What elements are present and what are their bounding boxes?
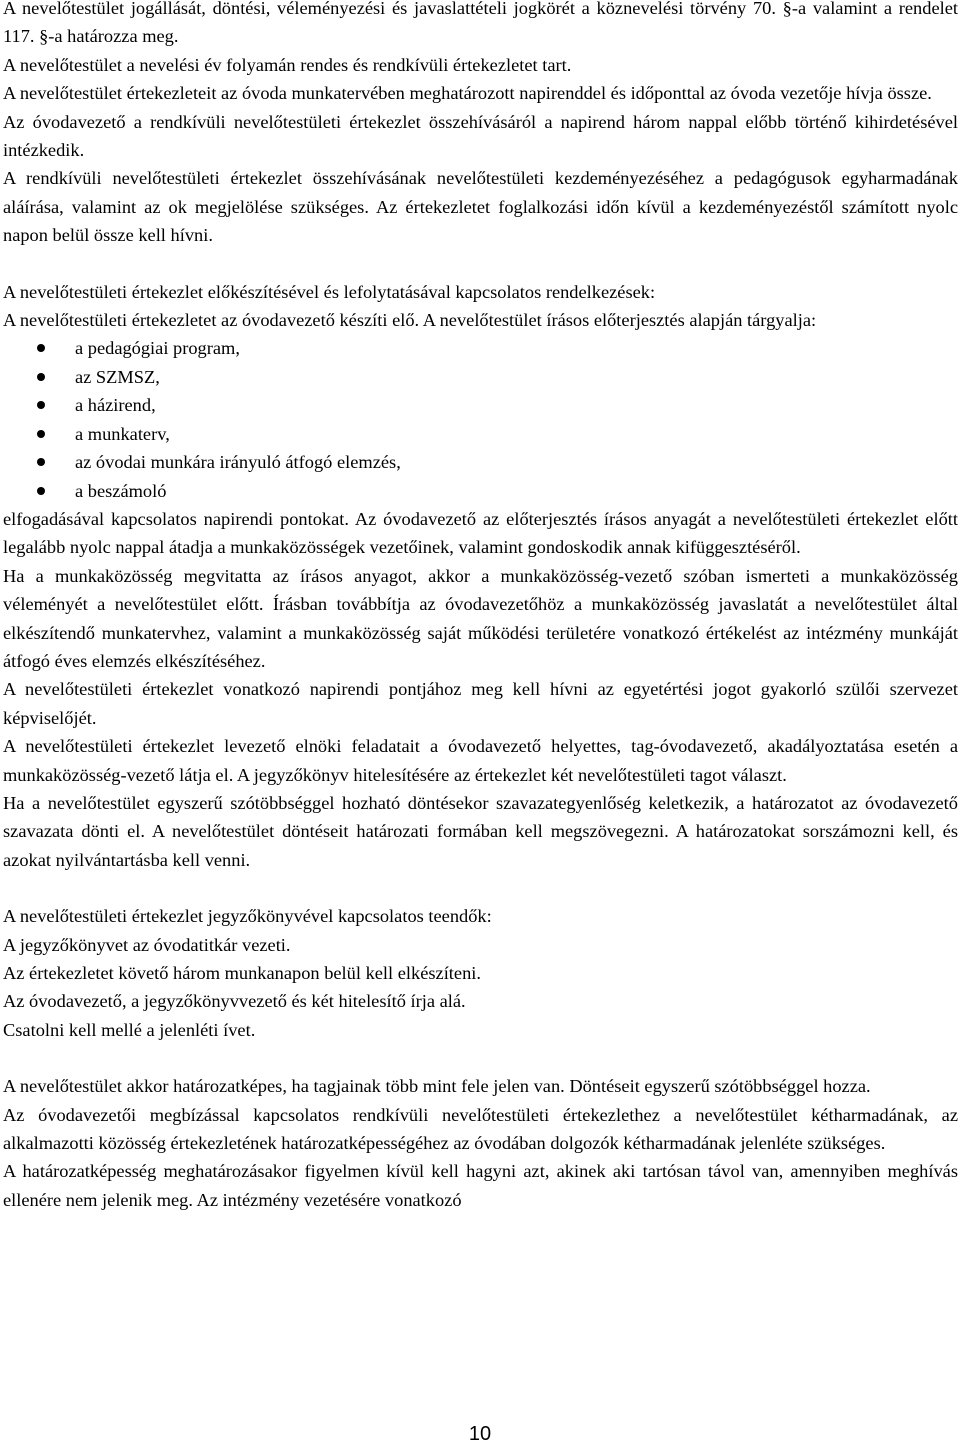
minutes-line: A jegyzőkönyvet az óvodatitkár vezeti. xyxy=(3,934,291,955)
paragraph-director-appointment: Az óvodavezetői megbízással kapcsolatos rendkívüli nevelőtestületi értekezlethez a nevelőtestület kétharmadának, az alkalmazotti közösség értekezletének határozatképességéhez az óvodában dolgozók kétharmadának jelenléte szükséges. xyxy=(3,1104,958,1154)
list-item: a házirend, xyxy=(3,391,958,419)
bullet-icon xyxy=(37,458,45,466)
paragraph-quorum: A nevelőtestület akkor határozatképes, ha tagjainak több mint fele jelen van. Döntéseit egyszerű szótöbbséggel hozza. xyxy=(3,1076,871,1097)
bullet-icon xyxy=(37,401,45,409)
paragraph-parent-representative: A nevelőtestületi értekezlet vonatkozó napirendi pontjához meg kell hívni az egyetértési jogot gyakorló szülői szervezet képviselőjét. xyxy=(3,679,958,728)
paragraph-meeting-types: A nevelőtestület a nevelési év folyamán rendes és rendkívüli értekezletet tart. xyxy=(3,54,572,75)
section-heading-minutes: A nevelőtestületi értekezlet jegyzőkönyvével kapcsolatos teendők: xyxy=(3,906,492,927)
list-item: a munkaterv, xyxy=(3,420,958,448)
paragraph-legal-basis: A nevelőtestület jogállását, döntési, véleményezési és javaslattételi jogkörét a köznevelési törvény 70. §-a valamint a rendelet 117. §-a határozza meg. xyxy=(3,0,958,47)
paragraph-quorum-exclusion: A határozatképesség meghatározásakor figyelmen kívül kell hagyni azt, akinek aki tartósan távol van, amennyiben meghívás ellenére nem jelenik meg. Az intézmény vezetésére vonatkozó xyxy=(3,1161,958,1210)
bullet-icon xyxy=(37,373,45,381)
minutes-line: Az értekezletet követő három munkanapon belül kell elkészíteni. xyxy=(3,963,481,983)
paragraph-meeting-convening: A nevelőtestület értekezleteit az óvoda munkatervében meghatározott napirenddel és időponttal az óvoda vezetője hívja össze. xyxy=(3,83,932,104)
list-item: az SZMSZ, xyxy=(3,363,958,391)
paragraph-chair-duties: A nevelőtestületi értekezlet levezető elnöki feladatait a óvodavezető helyettes, tag-óvodavezető, akadályoztatása esetén a munkaközösség-vezető látja el. A jegyzőkönyv hitelesítésére az értekezlet két nevelőtestületi tagot választ. xyxy=(3,736,958,785)
document-body xyxy=(3,0,958,1214)
paragraph-voting-tie: Ha a nevelőtestület egyszerű szótöbbséggel hozható döntésekor szavazategyenlőség keletkezik, a határozatot az óvodavezető szavazata dönti el. A nevelőtestület döntéseit határozati formában kell megszövegezni. A határozatokat sorszámozni kell, és azokat nyilvántartásba kell venni. xyxy=(3,792,958,870)
section-heading-preparation: A nevelőtestületi értekezlet előkészítésével és lefolytatásával kapcsolatos rendelkezések: xyxy=(3,281,656,302)
list-item: a pedagógiai program, xyxy=(3,334,958,362)
minutes-line: Csatolni kell mellé a jelenléti ívet. xyxy=(3,1019,256,1040)
bullet-icon xyxy=(37,430,45,438)
page-number: 10 xyxy=(468,1423,492,1445)
paragraph-submission-deadline: elfogadásával kapcsolatos napirendi pontokat. Az óvodavezető az előterjesztés írásos anyagát a nevelőtestületi értekezlet előtt legalább nyolc nappal átadja a munkaközösségek vezetőinek, valamint gondoskodik annak kifüggesztéséről. xyxy=(3,508,958,558)
agenda-document-list xyxy=(3,334,958,504)
minutes-line: Az óvodavezető, a jegyzőkönyvvezető és két hitelesítő írja alá. xyxy=(3,991,466,1012)
paragraph-workgroup-opinion: Ha a munkaközösség megvitatta az írásos anyagot, akkor a munkaközösség-vezető szóban ismerteti a munkaközösség véleményét a nevelőtestület előtt. Írásban továbbítja az óvodavezetőhöz a munkaközösség javaslatát a nevelőtestület által elkészítendő munkatervhez, valamint a munkaközösség saját működési területére vonatkozó értékelést az intézmény munkáját átfogó éves elemzés elkészítéséhez. xyxy=(3,565,958,671)
paragraph-preparation-intro: A nevelőtestületi értekezletet az óvodavezető készíti elő. A nevelőtestület írásos előterjesztés alapján tárgyalja: xyxy=(3,310,817,331)
list-item: az óvodai munkára irányuló átfogó elemzés, xyxy=(3,448,958,476)
list-item: a beszámoló xyxy=(3,477,958,505)
paragraph-extraordinary-notice: Az óvodavezető a rendkívüli nevelőtestületi értekezlet összehívásáról a napirend három nappal előbb történő kihirdetésével intézkedik. xyxy=(3,111,958,161)
paragraph-extraordinary-initiative: A rendkívüli nevelőtestületi értekezlet összehívásának nevelőtestületi kezdeményezéséhez a pedagógusok egyharmadának aláírása, valamint az ok megjelölése szükséges. Az értekezletet foglalkozási időn kívül a kezdeményezéstől számított nyolc napon belül össze kell hívni. xyxy=(3,168,958,246)
bullet-icon xyxy=(37,487,45,495)
bullet-icon xyxy=(37,344,45,352)
